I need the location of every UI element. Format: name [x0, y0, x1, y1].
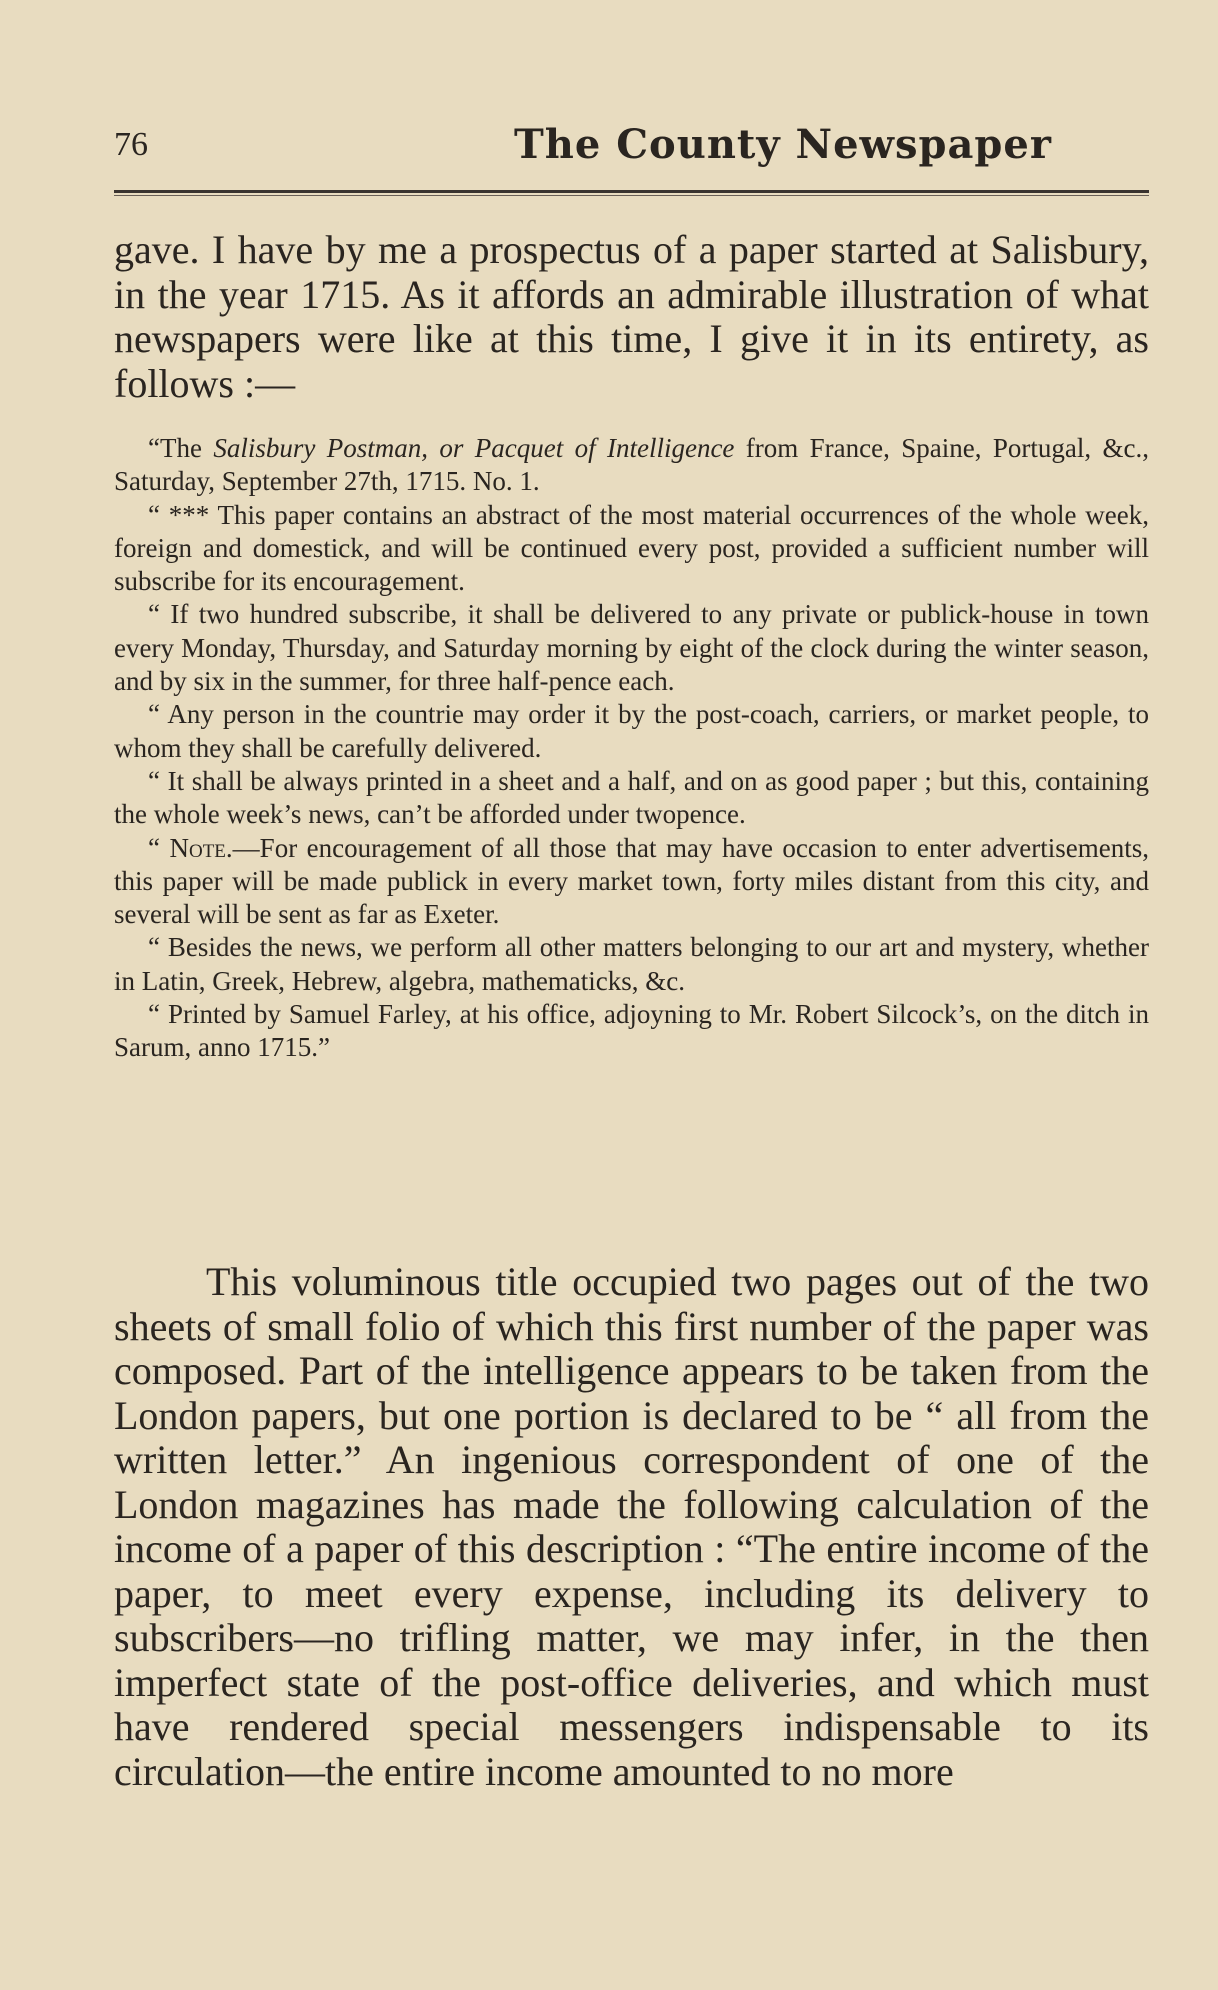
body-paragraph: This voluminous title occupied two pages out of the two sheets of small folio of which this first number of the paper was composed. Part of the intelligence appears to be taken from the London papers, but one portion is declared to be “ all from the written letter.” An ingenious correspondent of one of the London magazines has made the following calculation of the income of a paper of this description : “The entire income of the paper, to meet every expense, including its delivery to subscribers—no trifling matter, we may infer, in the then imperfect state of the post-office deliveries, and which must have rendered special messengers indispensable to its circulation—the entire income amounted to no more: [114, 1259, 1149, 1794]
note-label: Note.: [169, 832, 233, 863]
quote-paragraph: “ Printed by Samuel Farley, at his office, adjoyning to Mr. Robert Silcock’s, on the ditch in Sarum, anno 1715.”: [114, 999, 1149, 1063]
page-header: [114, 120, 1154, 170]
quote-paragraph: “ Besides the news, we perform all other matters belonging to our art and mystery, whether in Latin, Greek, Hebrew, algebra, mathematicks, &c.: [114, 932, 1149, 996]
note-open: “: [148, 832, 170, 863]
quote-open: “The: [148, 433, 214, 463]
body-text: [114, 1260, 1149, 1794]
header-rule-thin: [114, 195, 1149, 196]
header-rule-thick: [114, 190, 1149, 193]
quote-paragraph: “ Any person in the countrie may order it by the post-coach, carriers, or market people, to whom they shall be carefully delivered.: [114, 699, 1149, 763]
lead-paragraph: gave. I have by me a prospectus of a paper started at Salisbury, in the year 1715. As it affords an admirable illustration of what newspapers were like at this time, I give it in its entirety, as follows :—: [114, 227, 1149, 406]
page-number: 76: [114, 126, 148, 163]
header-rule: [114, 190, 1149, 196]
quote-paragraph: “ *** This paper contains an abstract of the most material occurrences of the whole week, foreign and domestick, and will be continued every post, provided a sufficient number will subscribe for its encouragement.: [114, 499, 1149, 597]
quote-paragraph: “ It shall be always printed in a sheet and a half, and on as good paper ; but this, containing the whole week’s news, can’t be afforded under twopence.: [114, 765, 1149, 830]
quote-paragraph: “ If two hundred subscribe, it shall be delivered to any private or publick-house in town every Monday, Thursday, and Saturday morning by eight of the clock during the winter season, and by six in the summer, for three half-pence each.: [114, 599, 1149, 697]
running-title: The County Newspaper: [514, 121, 1052, 168]
prospectus-quotation: [114, 432, 1149, 1065]
quote-paragraph-title: [114, 432, 1149, 499]
note-rest: —For encouragement of all those that may have occasion to enter advertisements, this paper will be made publick in every market town, forty miles distant from this city, and several will be sent as far as Exeter.: [114, 832, 1150, 930]
quote-title-rest: from France, Spaine, Portugal, &c., Saturday, September 27th, 1715. No. 1.: [114, 433, 1149, 497]
quote-paragraph-note: [114, 832, 1149, 932]
newspaper-title: Salisbury Postman, or Pacquet of Intelligence: [213, 433, 735, 463]
